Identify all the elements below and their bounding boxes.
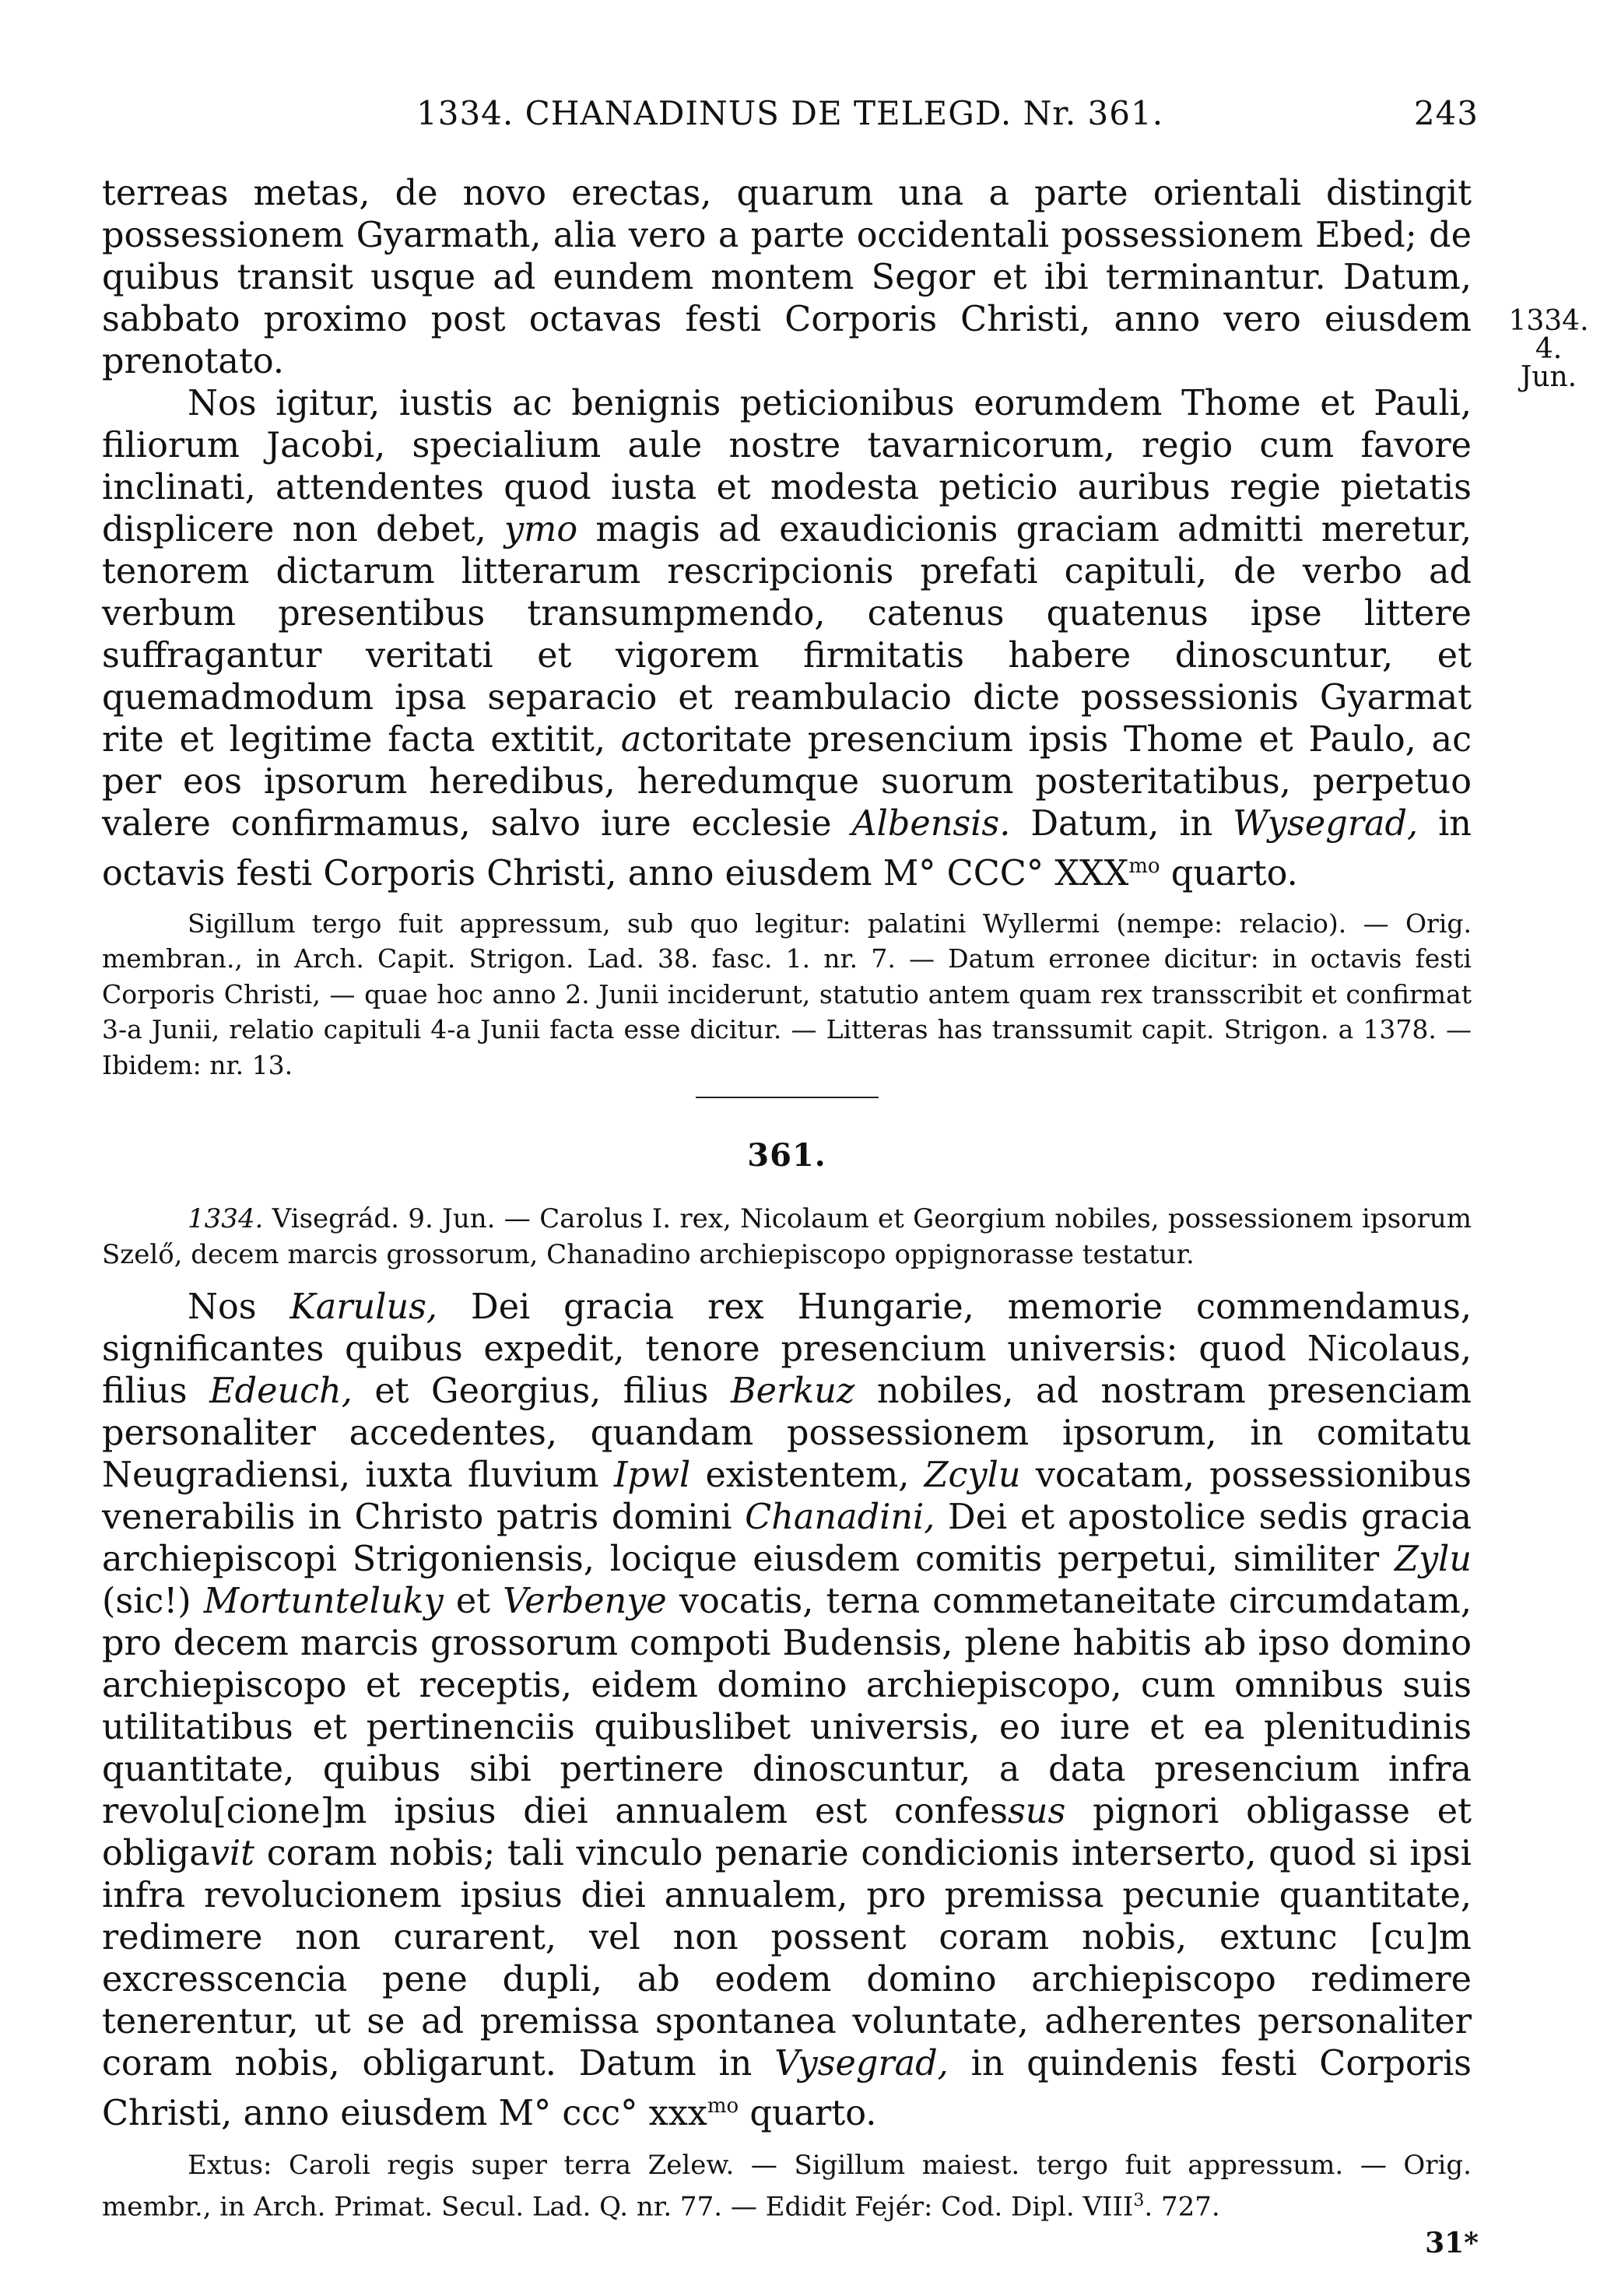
doc360-para2-text-2: magis ad exaudicionis graciam admitti meretur, tenorem dictarum litterarum rescripcionis prefati capituli, de verbo ad verbum presentibus transumpmendo, catenus quatenus ipse littere suffragantur veritati et vigorem firmitatis habere dinoscuntur, et quemadmodum ipsa separacio et reambulacio dicte possessionis Gyarmat rite et legitime facta extitit, <box>102 510 1472 760</box>
doc360-albensis: Albensis. <box>851 804 1011 844</box>
foot-sup: 3 <box>1133 2191 1145 2211</box>
doc361-ipwl: Ipwl <box>613 1455 691 1496</box>
margin-date <box>1506 307 1591 391</box>
doc361-mo-sup: mo <box>707 2094 739 2119</box>
doc361-text-10: vocatis, terna commetaneitate circumdatam, pro decem marcis grossorum compoti Budensis, plene habitis ab ipso domino archiepiscopo et receptis, eidem domino archiepiscopo, cum omnibus suis utilitatibus et pertinenciis quibuslibet universis, eo iure et ea plenitudinis quantitate, quibus sibi pertinere dinoscuntur, a data presencium infra revolu[cione]m ipsius diei annualem est confes <box>102 1582 1472 1832</box>
doc361-text-1: Nos <box>188 1287 257 1328</box>
running-title: 1334. CHANADINUS DE TELEGD. Nr. 361. <box>416 94 1164 132</box>
doc361-text-13: in quindenis festi Corporis Christi, anno eiusdem M° ccc° xxx <box>102 2044 1472 2134</box>
doc361-text-6: vocatam, possessionibus venerabilis in Christo patris domini <box>102 1455 1472 1538</box>
doc361-footnote <box>102 2147 1472 2224</box>
doc361-zylu: Zylu <box>1395 1539 1472 1580</box>
document-number: 361. <box>747 1137 826 1174</box>
doc360-para1-text: terreas metas, de novo erectas, quarum una a parte orientali distingit possessionem Gyarmath, alia vero a parte occidentali possessionem Ebed; de quibus transit usque ad eundem montem Segor et ibi terminantur. Datum, sabbato proximo post octavas festi Corporis Christi, anno vero eiusdem prenotato. <box>102 174 1472 381</box>
doc360-note: Sigillum tergo fuit appressum, sub quo legitur: palatini Wyllermi (nempe: relacio). — Orig. membran., in Arch. Capit. Strigon. Lad. 38. fasc. 1. nr. 7. — Datum erronee dicitur: in octavis festi Corporis Christi, — quae hoc anno 2. Junii inciderunt, statutio antem quam rex transscribit et confirmat 3-a Junii, relatio capituli 4-a Junii facta esse dicitur. — Litteras has transsumit capit. Strigon. a 1378. — Ibidem: nr. 13. <box>102 908 1472 1080</box>
doc361-mortunteluky: Mortunteluky <box>203 1582 444 1622</box>
doc361-vysegrad: Vysegrad, <box>774 2044 949 2084</box>
doc360-actoritate-a: a <box>620 720 642 760</box>
regest-text: Visegrád. 9. Jun. — Carolus I. rex, Nicolaum et Georgium nobiles, possessionem ipsorum Szelő, decem marcis grossorum, Chanadino archiepiscopo oppignorasse testatur. <box>102 1203 1472 1271</box>
section-divider <box>696 1097 879 1098</box>
doc361-text-11: pignori obligasse et obliga <box>102 1792 1472 1874</box>
doc360-paragraph-1 <box>102 173 1472 383</box>
doc361-sus: sus <box>1007 1792 1066 1832</box>
doc361-karulus: Karulus, <box>289 1287 438 1328</box>
foot-text: Extus: Caroli regis super terra Zelew. — Sigillum maiest. tergo fuit appressum. — Orig. membr., in Arch. Primat. Secul. Lad. Q. nr. 77. — Edidit Fejér: Cod. Dipl. VIII <box>102 2150 1472 2223</box>
doc361-vit: vit <box>209 1834 255 1874</box>
doc360-paragraph-2 <box>102 383 1472 895</box>
regest-date: 1334. <box>188 1203 264 1235</box>
doc361-text-8: (sic!) <box>102 1582 191 1622</box>
doc361-text-2: Dei gracia rex Hungarie, memorie commendamus, significantes quibus expedit, tenore presencium universis: quod Nicolaus, filius <box>102 1287 1472 1412</box>
doc361-chanadini: Chanadini, <box>745 1497 935 1538</box>
signature-mark: 31* <box>1425 2227 1479 2259</box>
doc361-text-7: Dei et apostolice sedis gracia archiepiscopi Strigoniensis, locique eiusdem comitis perpetui, similiter <box>102 1497 1472 1580</box>
doc361-text-12: coram nobis; tali vinculo penarie condicionis interserto, quod si ipsi infra revolucionem ipsius diei annualem, pro premissa pecunie quantitate, redimere non curarent, vel non possent coram nobis, extunc [cu]m excresscencia pene dupli, ab eodem domino archiepiscopo redimere tenerentur, ut se ad premissa spontanea voluntate, adherentes personaliter coram nobis, obligarunt. Datum in <box>102 1834 1472 2084</box>
doc361-text-14: quarto. <box>749 2094 877 2134</box>
doc360-ymo: ymo <box>504 510 578 549</box>
doc361-text-5: existentem, <box>705 1455 910 1496</box>
doc360-para2-text-4: Datum, in <box>1030 804 1213 844</box>
doc360-para2-text-5: in octavis festi Corporis Christi, anno eiusdem M° CCC° XXX <box>102 804 1472 893</box>
doc360-para2-text-1: Nos igitur, iustis ac benignis peticionibus eorumdem Thome et Pauli, filiorum Jacobi, specialium aule nostre tavarnicorum, regio cum favore inclinati, attendentes quod iusta et modesta peticio auribus regie pietatis displicere non debet, <box>102 384 1472 549</box>
main-text <box>102 173 1472 2251</box>
doc361-verbenye: Verbenye <box>503 1582 667 1622</box>
doc361-text-3: et Georgius, filius <box>374 1371 709 1412</box>
doc361-text-9: et <box>455 1582 491 1622</box>
doc361-paragraph <box>102 1287 1472 2135</box>
doc361-zcylu: Zcylu <box>924 1455 1021 1496</box>
doc360-para2-text-6: quarto. <box>1170 853 1298 893</box>
margin-date-day: 4. Jun. <box>1520 333 1577 393</box>
doc360-wysegrad: Wysegrad, <box>1233 804 1419 844</box>
foot-end: . 727. <box>1144 2191 1220 2223</box>
doc361-berkuz: Berkuz <box>730 1371 855 1412</box>
doc361-text-4: nobiles, ad nostram presenciam personaliter accedentes, quandam possessionem ipsorum, in comitatu Neugradiensi, iuxta fluvium <box>102 1371 1472 1496</box>
doc360-para2-text-3: ctoritate presencium ipsis Thome et Paulo, ac per eos ipsorum heredibus, heredumque suorum posteritatibus, perpetuo valere confirmamus, salvo iure ecclesie <box>102 720 1472 844</box>
margin-date-year: 1334. <box>1508 305 1589 337</box>
page-number: 243 <box>1413 94 1479 132</box>
doc360-mo-sup: mo <box>1128 855 1160 878</box>
doc361-regest <box>102 1201 1472 1273</box>
page-header <box>101 92 1479 135</box>
doc361-edeuch: Edeuch, <box>209 1371 353 1412</box>
